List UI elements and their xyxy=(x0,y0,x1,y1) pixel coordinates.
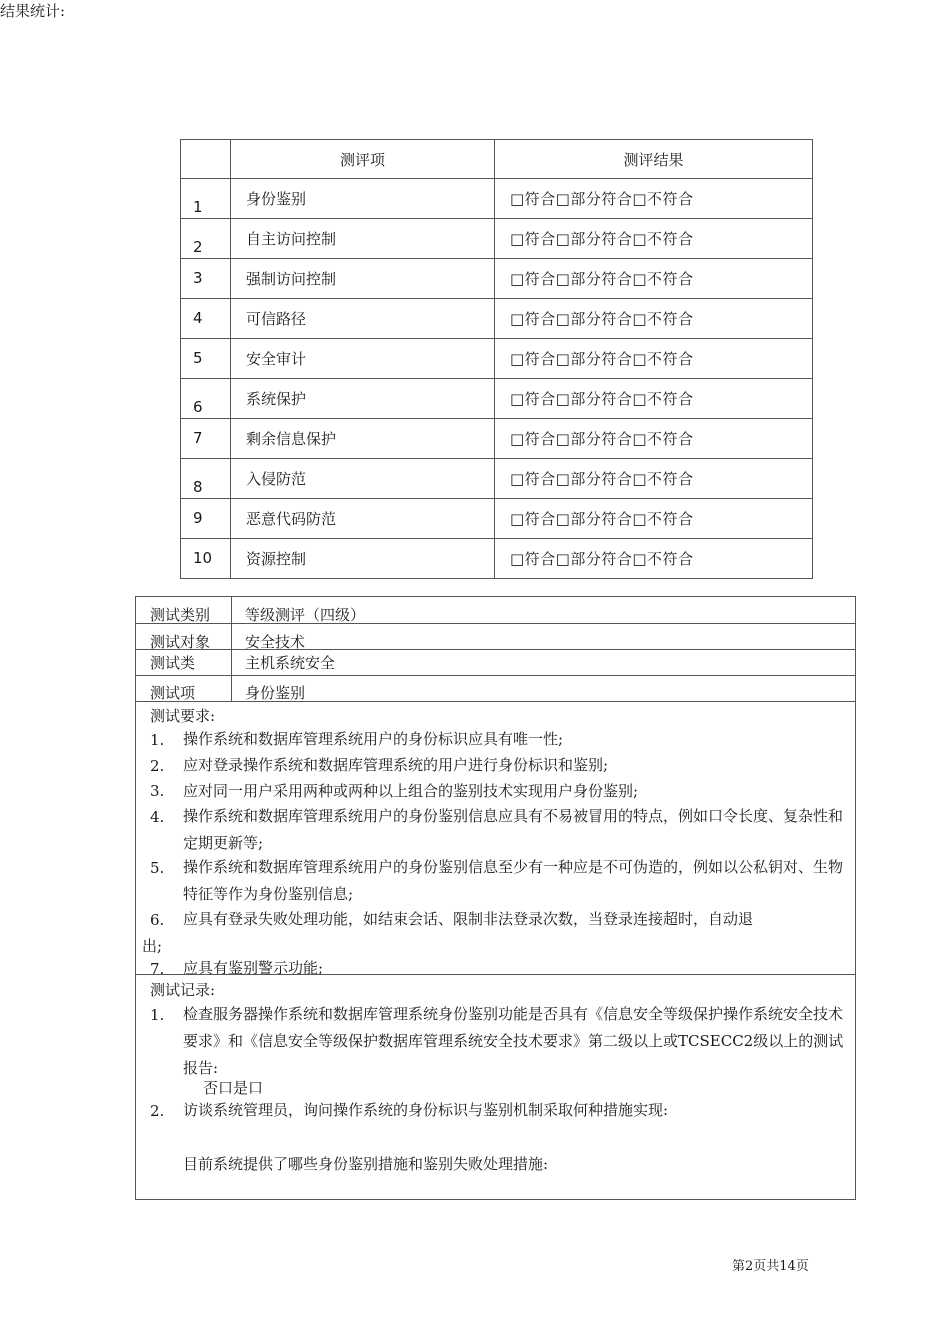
class-value: 主机系统安全 xyxy=(245,654,336,672)
row-item: 恶意代码防范 xyxy=(231,499,495,539)
req-text-continued: 出; xyxy=(142,937,163,955)
divider xyxy=(136,974,855,975)
row-number: 5 xyxy=(181,339,231,379)
req-num: 7. xyxy=(150,960,165,975)
row-result-options: □符合□部分符合□不符合 xyxy=(495,339,813,379)
record-num: 1. xyxy=(150,1006,165,1024)
summary-title: 结果统计: xyxy=(0,2,66,20)
row-result-options: □符合□部分符合□不符合 xyxy=(495,259,813,299)
req-num: 3. xyxy=(150,782,165,800)
summary-row xyxy=(181,459,813,499)
divider xyxy=(136,649,855,650)
row-number: 1 xyxy=(181,179,231,219)
req-text: 操作系统和数据库管理系统用户的身份鉴别信息应具有不易被冒用的特点，例如口令长度、复杂性和定期更新等; xyxy=(183,807,844,852)
header-item: 测评项 xyxy=(231,140,495,179)
req-num: 1. xyxy=(150,731,165,749)
row-number: 7 xyxy=(181,419,231,459)
row-item: 剩余信息保护 xyxy=(231,419,495,459)
summary-row xyxy=(181,539,813,579)
row-result-options: □符合□部分符合□不符合 xyxy=(495,539,813,579)
category-value: 等级测评（四级） xyxy=(245,606,366,624)
row-number: 4 xyxy=(181,299,231,339)
divider xyxy=(136,675,855,676)
record-text: 访谈系统管理员，询问操作系统的身份标识与鉴别机制采取何种措施实现: xyxy=(183,1101,669,1119)
req-text: 应对同一用户采用两种或两种以上组合的鉴别技术实现用户身份鉴别; xyxy=(183,782,639,800)
row-item: 身份鉴别 xyxy=(231,179,495,219)
row-item: 资源控制 xyxy=(231,539,495,579)
summary-row xyxy=(181,219,813,259)
summary-row xyxy=(181,419,813,459)
summary-table xyxy=(180,139,813,579)
item-label: 测试项 xyxy=(150,684,196,702)
req-text: 操作系统和数据库管理系统用户的身份鉴别信息至少有一种应是不可伪造的，例如以公私钥对、生物特征等作为身份鉴别信息; xyxy=(183,858,844,903)
row-number: 2 xyxy=(181,219,231,259)
row-result-options: □符合□部分符合□不符合 xyxy=(495,219,813,259)
row-item: 安全审计 xyxy=(231,339,495,379)
row-result-options: □符合□部分符合□不符合 xyxy=(495,459,813,499)
summary-row xyxy=(181,179,813,219)
summary-row xyxy=(181,299,813,339)
req-text: 操作系统和数据库管理系统用户的身份标识应具有唯一性; xyxy=(183,730,564,748)
item-value: 身份鉴别 xyxy=(245,684,306,702)
class-label: 测试类 xyxy=(150,654,196,672)
req-text: 应具有鉴别警示功能; xyxy=(183,959,324,975)
record-text: 检查服务器操作系统和数据库管理系统身份鉴别功能是否具有《信息安全等级保护操作系统安全技术要求》和《信息安全等级保护数据库管理系统安全技术要求》第二级以上或TCSECC2级以上的测试报告: xyxy=(183,1005,844,1077)
row-result-options: □符合□部分符合□不符合 xyxy=(495,419,813,459)
records-title: 测试记录: xyxy=(150,981,216,999)
req-num: 5. xyxy=(150,859,165,877)
divider xyxy=(136,623,855,624)
page-footer: 第2页共14页 xyxy=(732,1259,809,1274)
row-item: 系统保护 xyxy=(231,379,495,419)
row-number: 3 xyxy=(181,259,231,299)
row-item: 入侵防范 xyxy=(231,459,495,499)
req-num: 2. xyxy=(150,757,165,775)
row-result-options: □符合□部分符合□不符合 xyxy=(495,499,813,539)
object-value: 安全技术 xyxy=(245,633,306,651)
req-text: 应具有登录失败处理功能，如结束会话、限制非法登录次数，当登录连接超时，自动退 xyxy=(183,910,754,928)
row-result-options: □符合□部分符合□不符合 xyxy=(495,299,813,339)
req-text: 应对登录操作系统和数据库管理系统的用户进行身份标识和鉴别; xyxy=(183,756,609,774)
req-clip xyxy=(136,953,855,975)
header-no xyxy=(181,140,231,179)
row-number: 6 xyxy=(181,379,231,419)
row-result-options: □符合□部分符合□不符合 xyxy=(495,379,813,419)
summary-header-row xyxy=(181,140,813,179)
test-record-box xyxy=(135,596,856,1200)
category-label: 测试类别 xyxy=(150,606,211,624)
row-number: 8 xyxy=(181,459,231,499)
record-question: 目前系统提供了哪些身份鉴别措施和鉴别失败处理措施: xyxy=(183,1155,549,1173)
object-label: 测试对象 xyxy=(150,633,211,651)
row-item: 可信路径 xyxy=(231,299,495,339)
row-item: 自主访问控制 xyxy=(231,219,495,259)
summary-row xyxy=(181,379,813,419)
row-number: 9 xyxy=(181,499,231,539)
divider xyxy=(136,701,855,702)
summary-row xyxy=(181,339,813,379)
req-num: 4. xyxy=(150,808,165,826)
row-number: 10 xyxy=(181,539,231,579)
req-num: 6. xyxy=(150,911,165,929)
requirements-title: 测试要求: xyxy=(150,707,216,725)
record-choice: 否口是口 xyxy=(203,1079,264,1097)
header-result: 测评结果 xyxy=(495,140,813,179)
row-result-options: □符合□部分符合□不符合 xyxy=(495,179,813,219)
summary-row xyxy=(181,259,813,299)
summary-row xyxy=(181,499,813,539)
record-num: 2. xyxy=(150,1102,165,1120)
row-item: 强制访问控制 xyxy=(231,259,495,299)
